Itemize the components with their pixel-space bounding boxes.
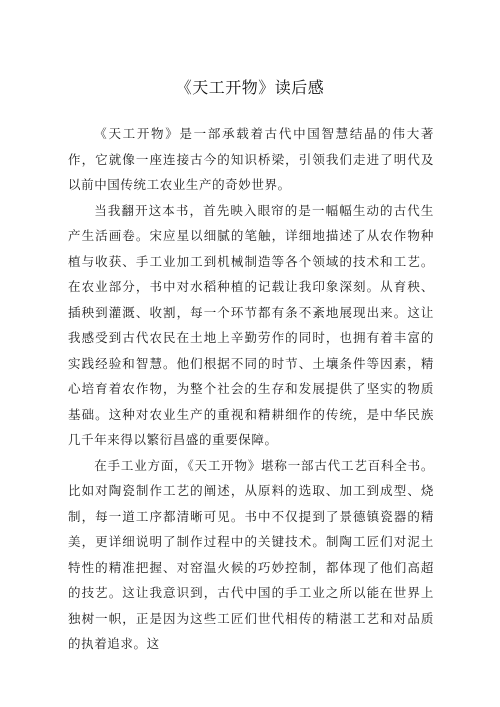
document-title: 《天工开物》读后感	[175, 78, 325, 97]
document-body	[68, 121, 434, 657]
paragraph-handicraft: 在手工业方面，《天工开物》堪称一部古代工艺百科全书。比如对陶瓷制作工艺的阐述，从原料的选取、加工到成型、烧制，每一道工序都清晰可见。书中不仅提到了景德镇瓷器的精美，更详细说明了制作过程中的关键技术。制陶工匠们对泥土特性的精准把握、对窑温火候的巧妙控制，都体现了他们高超的技艺。这让我意识到，古代中国的手工业之所以能在世界上独树一帜，正是因为这些工匠们世代相传的精湛工艺和对品质的执着追求。这	[68, 457, 434, 651]
paragraph-intro: 《天工开物》是一部承载着古代中国智慧结晶的伟大著作，它就像一座连接古今的知识桥梁，引领我们走进了明代及以前中国传统工农业生产的奇妙世界。	[68, 126, 434, 192]
paragraph-agriculture: 当我翻开这本书，首先映入眼帘的是一幅幅生动的古代生产生活画卷。宋应星以细腻的笔触，详细地描述了从农作物种植与收获、手工业加工到机械制造等各个领域的技术和工艺。在农业部分，书中对水稻种植的记载让我印象深刻。从育秧、插秧到灌溉、收割，每一个环节都有条不紊地展现出来。这让我感受到古代农民在土地上辛勤劳作的同时，也拥有着丰富的实践经验和智慧。他们根据不同的时节、土壤条件等因素，精心培育着农作物，为整个社会的生存和发展提供了坚实的物质基础。这种对农业生产的重视和精耕细作的传统，是中华民族几千年来得以繁衍昌盛的重要保障。	[68, 202, 434, 447]
